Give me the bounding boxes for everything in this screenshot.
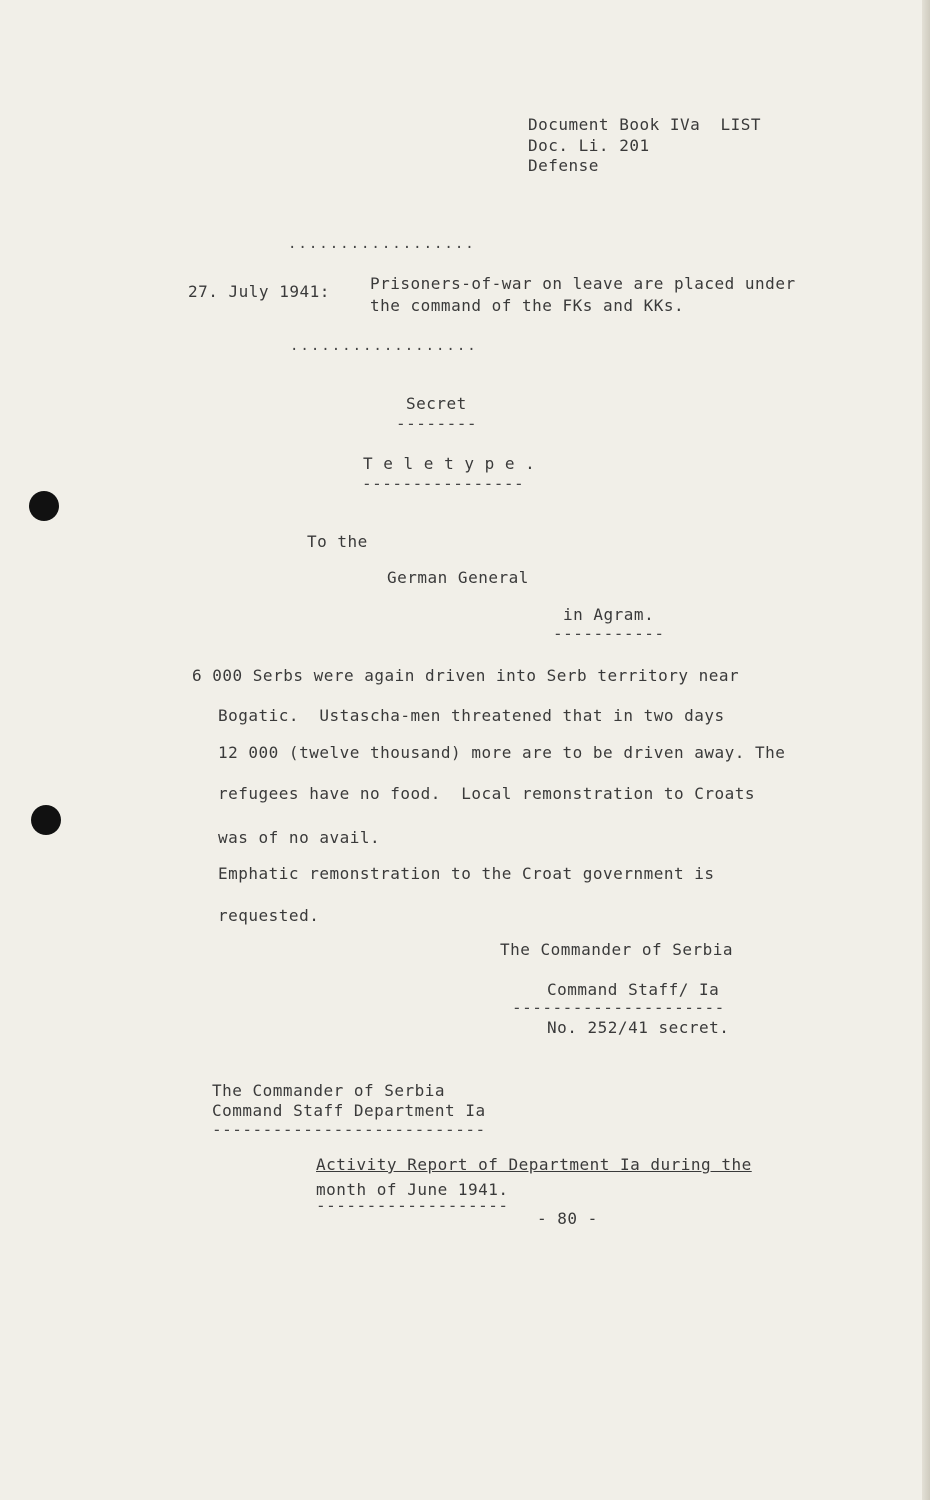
address-location: in Agram. xyxy=(563,605,655,624)
header-defense: Defense xyxy=(528,156,599,175)
body-line-7: requested. xyxy=(218,906,320,925)
underline: ------------------- xyxy=(316,1196,509,1215)
underline: ----------- xyxy=(553,624,665,643)
underline: --------------------- xyxy=(512,998,725,1017)
address-to: To the xyxy=(307,532,368,551)
body-line-1: 6 000 Serbs were again driven into Serb territory near xyxy=(192,666,740,685)
body-line-5: was of no avail. xyxy=(218,828,381,847)
page-number: - 80 - xyxy=(537,1209,598,1228)
secret-heading: Secret xyxy=(406,394,467,413)
signature-line-2: Command Staff/ Ia xyxy=(547,980,720,999)
punch-hole xyxy=(29,491,59,521)
entry-text-line-2: the command of the FKs and KKs. xyxy=(370,296,685,315)
body-line-4: refugees have no food. Local remonstration to Croats xyxy=(218,784,756,803)
footer-line-1: The Commander of Serbia xyxy=(212,1081,446,1100)
entry-text-line-1: Prisoners-of-war on leave are placed under xyxy=(370,274,796,293)
teletype-heading: T e l e t y p e . xyxy=(363,454,536,473)
punch-hole xyxy=(31,805,61,835)
report-title-line-1: Activity Report of Department Ia during the xyxy=(316,1155,752,1174)
separator-dots: .................. xyxy=(290,338,478,354)
underline: -------- xyxy=(396,414,478,433)
body-line-6: Emphatic remonstration to the Croat government is xyxy=(218,864,715,883)
signature-line-3: No. 252/41 secret. xyxy=(547,1018,730,1037)
header-doc-number: Doc. Li. 201 xyxy=(528,136,650,155)
body-line-3: 12 000 (twelve thousand) more are to be driven away. The xyxy=(218,743,786,762)
signature-line-1: The Commander of Serbia xyxy=(500,940,734,959)
underline: --------------------------- xyxy=(212,1120,486,1139)
separator-dots: .................. xyxy=(288,236,476,252)
address-recipient: German General xyxy=(387,568,529,587)
report-title-line-2: month of June 1941. xyxy=(316,1180,509,1199)
header-doc-book: Document Book IVa LIST xyxy=(528,115,762,134)
underline: ---------------- xyxy=(362,474,525,493)
footer-line-2: Command Staff Department Ia xyxy=(212,1101,486,1120)
body-line-2: Bogatic. Ustascha-men threatened that in two days xyxy=(218,706,725,725)
entry-date: 27. July 1941: xyxy=(188,282,330,301)
page-edge xyxy=(922,0,930,1500)
